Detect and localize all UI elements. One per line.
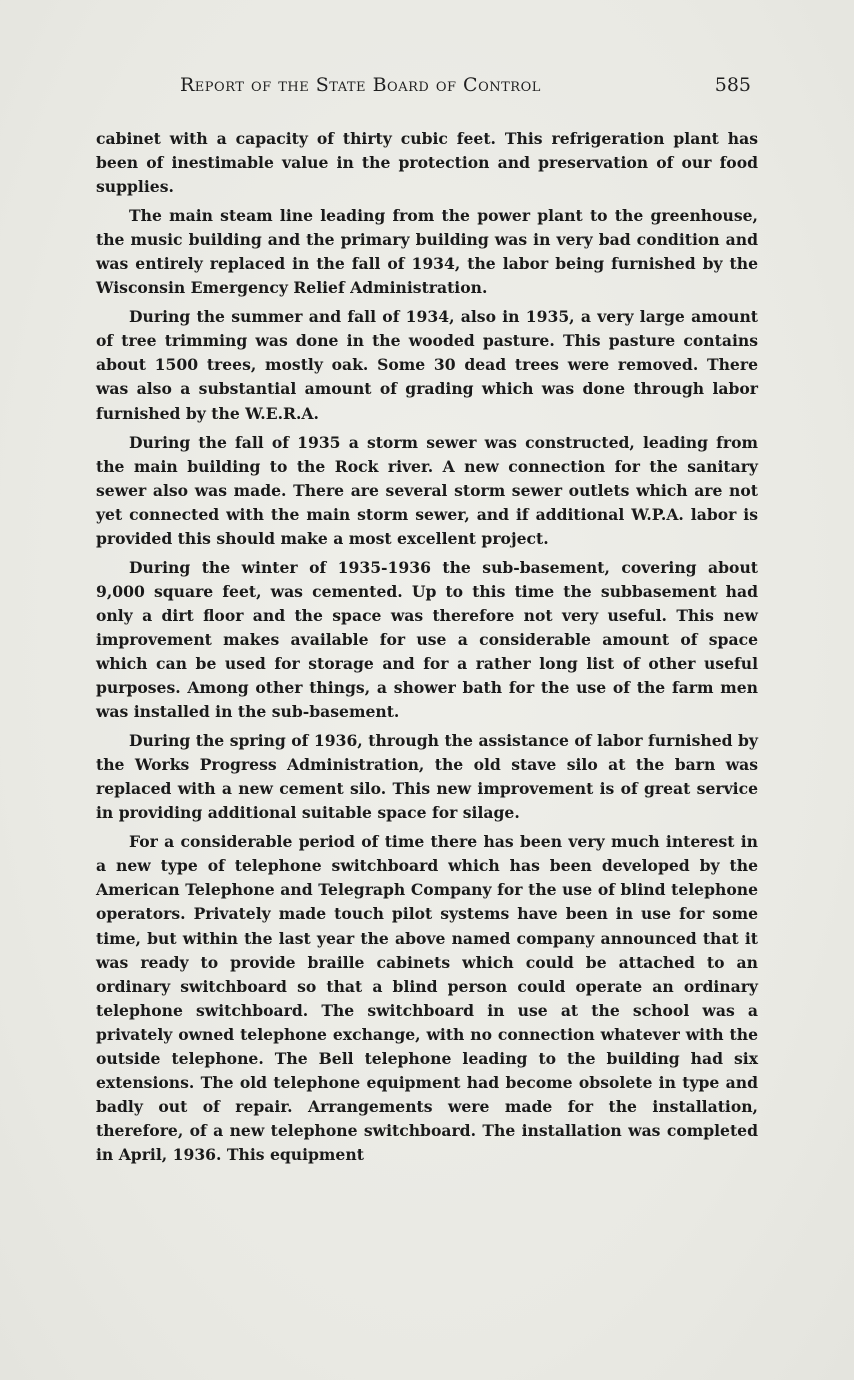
paragraph-telephone-switchboard: For a considerable period of time there has been very much interest in a new type of telephone switchboard which has been developed by the American Telephone and Telegraph Company for the use of blind telephone operators. Privately made touch pilot systems have been in use for some time, but within the last year the above named company announced that it was ready to provide braille cabinets which could be attached to an ordinary switchboard so that a blind person could operate an ordinary telephone switchboard. The switchboard in use at the school was a privately owned telephone exchange, with no connection whatever with the outside telephone. The Bell telephone leading to the building had six extensions. The old telephone equipment had become obsolete in type and badly out of repair. Arrangements were made for the installation, therefore, of a new telephone switchboard. The installation was completed in April, 1936. This equipment: [96, 832, 758, 1164]
body-text: [96, 127, 758, 1172]
paragraph-refrigeration: cabinet with a capacity of thirty cubic feet. This refrigeration plant has been of inestimable value in the protection and preservation of our food supplies.: [96, 129, 758, 197]
paragraph-tree-trimming: During the summer and fall of 1934, also in 1935, a very large amount of tree trimming was done in the wooded pasture. This pasture contains about 1500 trees, mostly oak. Some 30 dead trees were removed. There was also a substantial amount of grading which was done through labor furnished by the W.E.R.A.: [96, 307, 758, 423]
running-header: [95, 74, 765, 106]
paragraph-storm-sewer: During the fall of 1935 a storm sewer was constructed, leading from the main building to the Rock river. A new connection for the sanitary sewer also was made. There are several storm sewer outlets which are not yet connected with the main storm sewer, and if additional W.P.A. labor is provided this should make a most excellent project.: [96, 432, 758, 548]
paragraph-sub-basement: During the winter of 1935-1936 the sub-basement, covering about 9,000 square feet, was cemented. Up to this time the subbasement had only a dirt floor and the space was therefore not very useful. This new improvement makes available for use a considerable amount of space which can be used for storage and for a rather long list of other useful purposes. Among other things, a shower bath for the use of the farm men was installed in the sub-basement.: [96, 557, 758, 722]
page-number: 585: [714, 74, 751, 96]
running-title: Report of the State Board of Control: [180, 74, 541, 96]
paragraph-steam-line: The main steam line leading from the power plant to the greenhouse, the music building and the primary building was in very bad condition and was entirely replaced in the fall of 1934, the labor being furnished by the Wisconsin Emergency Relief Administration.: [96, 206, 758, 298]
paragraph-silo: During the spring of 1936, through the assistance of labor furnished by the Works Progress Administration, the old stave silo at the barn was replaced with a new cement silo. This new improvement is of great service in providing additional suitable space for silage.: [96, 731, 758, 823]
